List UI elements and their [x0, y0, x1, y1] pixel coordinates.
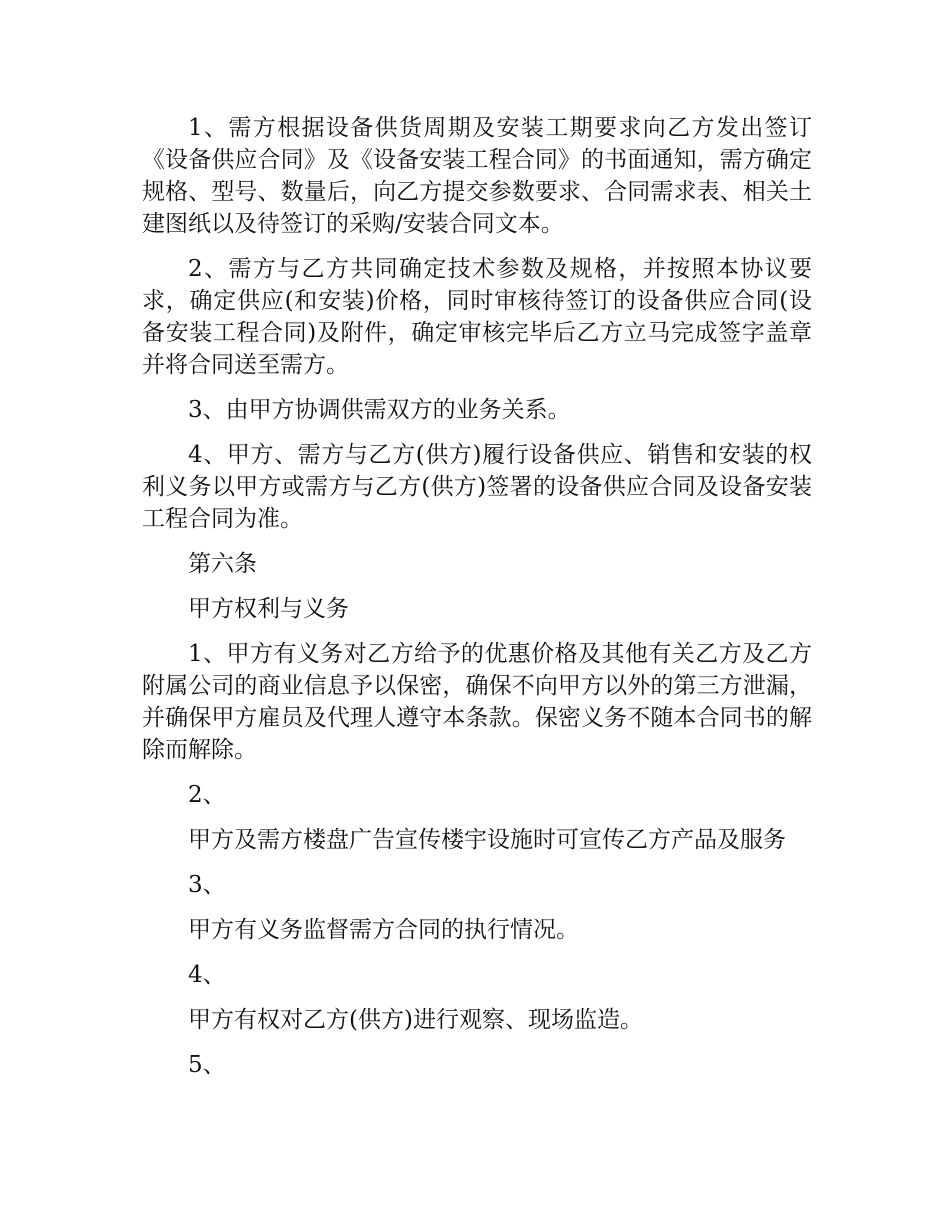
item-text-2: 甲方及需方楼盘广告宣传楼宇设施时可宣传乙方产品及服务 [188, 827, 786, 853]
item-number-5: 5、 [188, 1052, 226, 1078]
item-number-2: 2、 [188, 782, 226, 808]
article-heading: 第六条 [188, 551, 257, 577]
document-page [142, 112, 812, 1094]
paragraph-4: 4、甲方、需方与乙方(供方)履行设备供应、销售和安装的权利义务以甲方或需方与乙方(供方)签署的设备供应合同及设备安装工程合同为准。 [142, 442, 812, 532]
paragraph-confidentiality: 1、甲方有义务对乙方给予的优惠价格及其他有关乙方及乙方附属公司的商业信息予以保密，确保不向甲方以外的第三方泄漏，并确保甲方雇员及代理人遵守本条款。保密义务不随本合同书的解除而解除。 [142, 641, 812, 763]
section-title: 甲方权利与义务 [188, 596, 349, 622]
item-text-4: 甲方有权对乙方(供方)进行观察、现场监造。 [188, 1007, 643, 1033]
paragraph-1: 1、需方根据设备供货周期及安装工期要求向乙方发出签订《设备供应合同》及《设备安装工程合同》的书面通知，需方确定规格、型号、数量后，向乙方提交参数要求、合同需求表、相关土建图纸以及待签订的采购/安装合同文本。 [142, 115, 812, 237]
paragraph-2: 2、需方与乙方共同确定技术参数及规格，并按照本协议要求，确定供应(和安装)价格，同时审核待签订的设备供应合同(设备安装工程合同)及附件，确定审核完毕后乙方立马完成签字盖章并将合同送至需方。 [142, 256, 812, 378]
item-number-4: 4、 [188, 962, 226, 988]
item-text-3: 甲方有义务监督需方合同的执行情况。 [188, 917, 579, 943]
item-number-3: 3、 [188, 872, 226, 898]
paragraph-3: 3、由甲方协调供需双方的业务关系。 [188, 397, 571, 423]
